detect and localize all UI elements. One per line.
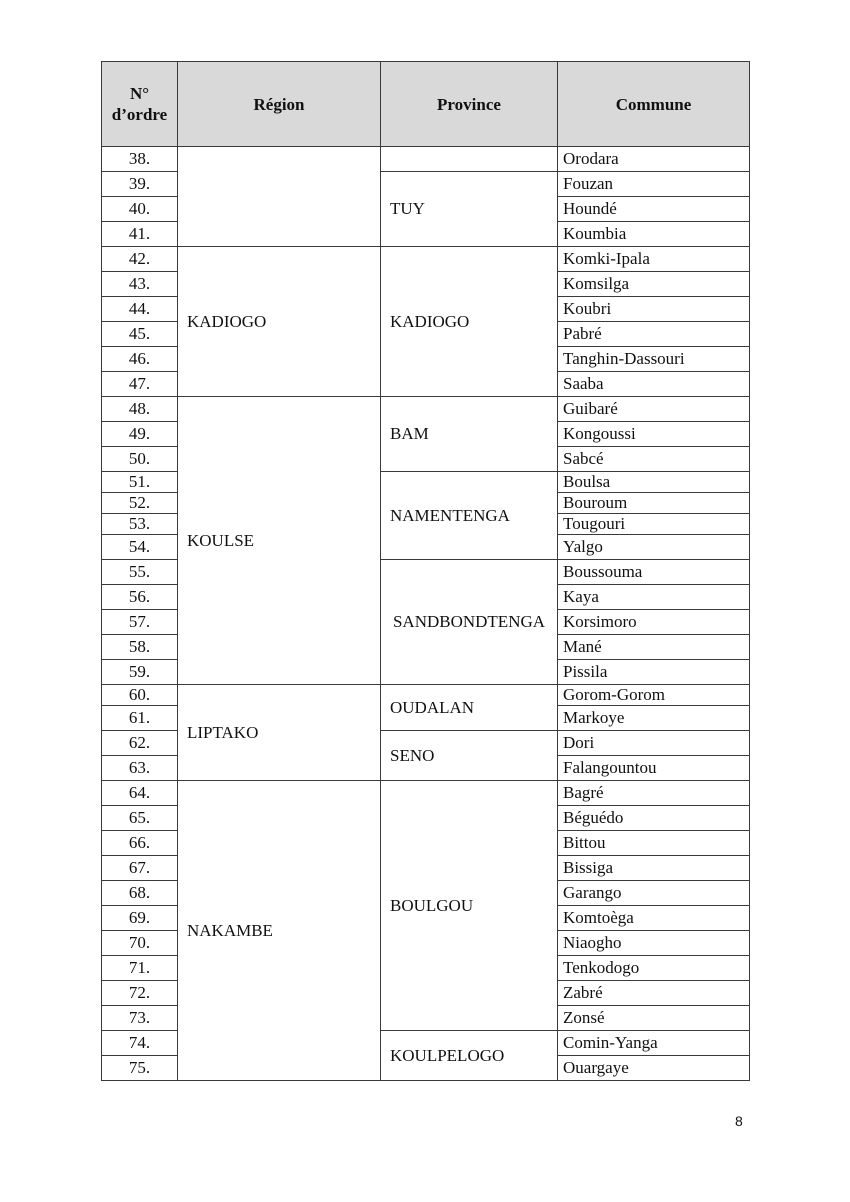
row-num: 42. [102,247,178,272]
table-row [102,685,750,706]
row-num: 40. [102,197,178,222]
commune-cell: Niaogho [558,931,750,956]
commune-cell: Falangountou [558,756,750,781]
commune-cell: Komki-Ipala [558,247,750,272]
commune-cell: Kongoussi [558,422,750,447]
region-cell: KOULSE [178,397,381,685]
row-num: 73. [102,1006,178,1031]
row-num: 48. [102,397,178,422]
row-num: 52. [102,493,178,514]
row-num: 68. [102,881,178,906]
table-row [102,247,750,272]
commune-cell: Sabcé [558,447,750,472]
region-cell: KADIOGO [178,247,381,397]
table-row [102,397,750,422]
row-num: 53. [102,514,178,535]
commune-cell: Fouzan [558,172,750,197]
row-num: 70. [102,931,178,956]
commune-cell: Tougouri [558,514,750,535]
row-num: 49. [102,422,178,447]
commune-cell: Boussouma [558,560,750,585]
commune-cell: Tanghin-Dassouri [558,347,750,372]
row-num: 64. [102,781,178,806]
row-num: 56. [102,585,178,610]
table-row [102,147,750,172]
header-province: Province [381,62,558,147]
province-cell: KOULPELOGO [381,1031,558,1081]
row-num: 59. [102,660,178,685]
province-cell: BOULGOU [381,781,558,1031]
commune-cell: Boulsa [558,472,750,493]
row-num: 54. [102,535,178,560]
row-num: 47. [102,372,178,397]
commune-cell: Ouargaye [558,1056,750,1081]
header-num: N° d’ordre [102,62,178,147]
row-num: 75. [102,1056,178,1081]
commune-cell: Bittou [558,831,750,856]
page-number: 8 [735,1113,743,1129]
commune-cell: Yalgo [558,535,750,560]
row-num: 43. [102,272,178,297]
province-cell: SENO [381,731,558,781]
commune-cell: Komtoèga [558,906,750,931]
commune-cell: Saaba [558,372,750,397]
row-num: 71. [102,956,178,981]
province-cell: NAMENTENGA [381,472,558,560]
row-num: 60. [102,685,178,706]
commune-cell: Bouroum [558,493,750,514]
province-cell: KADIOGO [381,247,558,397]
commune-cell: Guibaré [558,397,750,422]
commune-cell: Zabré [558,981,750,1006]
header-row [102,62,750,147]
commune-cell: Koumbia [558,222,750,247]
region-cell: NAKAMBE [178,781,381,1081]
row-num: 63. [102,756,178,781]
province-cell: OUDALAN [381,685,558,731]
commune-cell: Garango [558,881,750,906]
commune-cell: Dori [558,731,750,756]
region-cell [178,147,381,247]
commune-cell: Houndé [558,197,750,222]
province-cell [381,147,558,172]
communes-table [101,61,750,1081]
row-num: 67. [102,856,178,881]
row-num: 38. [102,147,178,172]
province-cell: SANDBONDTENGA [381,560,558,685]
province-cell: TUY [381,172,558,247]
row-num: 39. [102,172,178,197]
row-num: 45. [102,322,178,347]
commune-cell: Bissiga [558,856,750,881]
row-num: 58. [102,635,178,660]
commune-cell: Komsilga [558,272,750,297]
row-num: 50. [102,447,178,472]
commune-cell: Mané [558,635,750,660]
row-num: 57. [102,610,178,635]
commune-cell: Bagré [558,781,750,806]
commune-cell: Béguédo [558,806,750,831]
region-cell: LIPTAKO [178,685,381,781]
row-num: 62. [102,731,178,756]
commune-cell: Kaya [558,585,750,610]
commune-cell: Korsimoro [558,610,750,635]
row-num: 69. [102,906,178,931]
row-num: 72. [102,981,178,1006]
commune-cell: Gorom-Gorom [558,685,750,706]
row-num: 46. [102,347,178,372]
row-num: 41. [102,222,178,247]
header-region: Région [178,62,381,147]
commune-cell: Zonsé [558,1006,750,1031]
commune-cell: Koubri [558,297,750,322]
row-num: 51. [102,472,178,493]
row-num: 44. [102,297,178,322]
commune-cell: Pissila [558,660,750,685]
row-num: 65. [102,806,178,831]
province-cell: BAM [381,397,558,472]
commune-cell: Comin-Yanga [558,1031,750,1056]
commune-cell: Markoye [558,706,750,731]
commune-cell: Tenkodogo [558,956,750,981]
table-row [102,781,750,806]
header-commune: Commune [558,62,750,147]
row-num: 55. [102,560,178,585]
commune-cell: Pabré [558,322,750,347]
commune-cell: Orodara [558,147,750,172]
row-num: 66. [102,831,178,856]
row-num: 74. [102,1031,178,1056]
row-num: 61. [102,706,178,731]
